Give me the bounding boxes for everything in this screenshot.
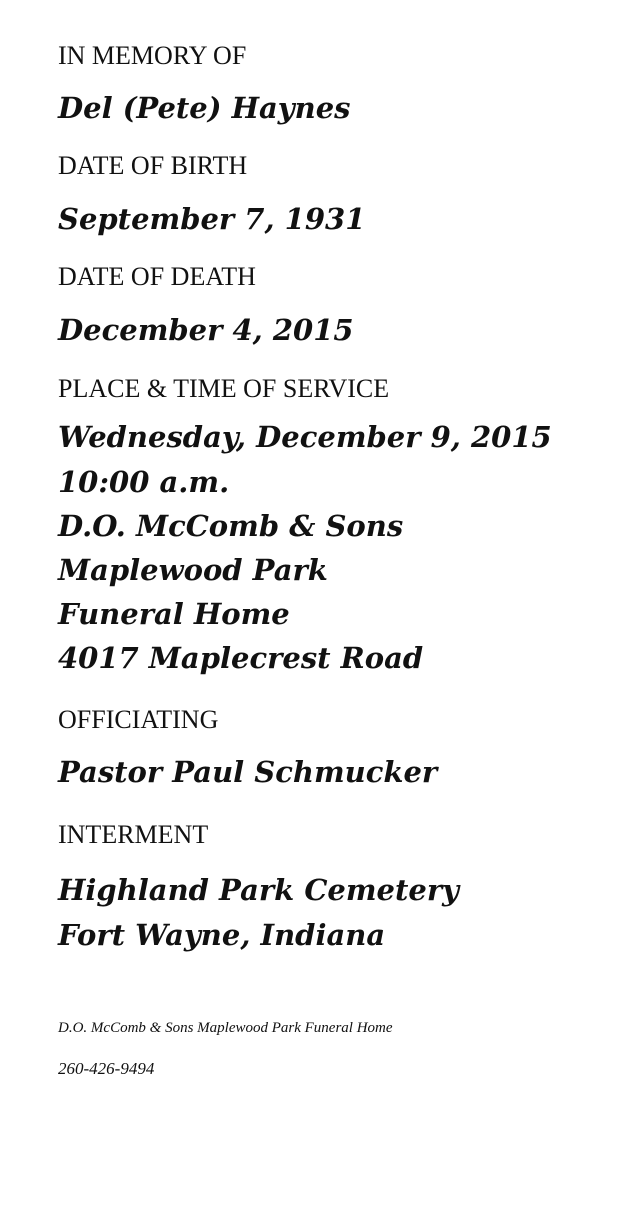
interment-label: INTERMENT [58, 820, 209, 849]
interment-line-1: Highland Park Cemetery [58, 873, 459, 907]
date-of-birth: September 7, 1931 [58, 202, 366, 236]
footer-funeral-home: D.O. McComb & Sons Maplewood Park Funeral Home [58, 1020, 393, 1036]
officiating-label: OFFICIATING [58, 705, 219, 734]
footer-phone: 260-426-9494 [58, 1059, 155, 1078]
interment-line-2: Fort Wayne, Indiana [58, 918, 386, 952]
in-memory-label: IN MEMORY OF [58, 41, 247, 70]
service-time: 10:00 a.m. [58, 465, 230, 499]
date-of-death: December 4, 2015 [58, 313, 354, 347]
service-date: Wednesday, December 9, 2015 [58, 420, 552, 454]
service-address: 4017 Maplecrest Road [58, 641, 424, 675]
deceased-name: Del (Pete) Haynes [58, 91, 351, 125]
officiant-name: Pastor Paul Schmucker [58, 755, 438, 789]
date-of-birth-label: DATE OF BIRTH [58, 151, 248, 180]
date-of-death-label: DATE OF DEATH [58, 262, 256, 291]
service-label: PLACE & TIME OF SERVICE [58, 374, 390, 403]
service-place-line-2: Maplewood Park [58, 553, 328, 587]
service-place-line-1: D.O. McComb & Sons [58, 509, 404, 543]
service-place-line-3: Funeral Home [58, 597, 290, 631]
